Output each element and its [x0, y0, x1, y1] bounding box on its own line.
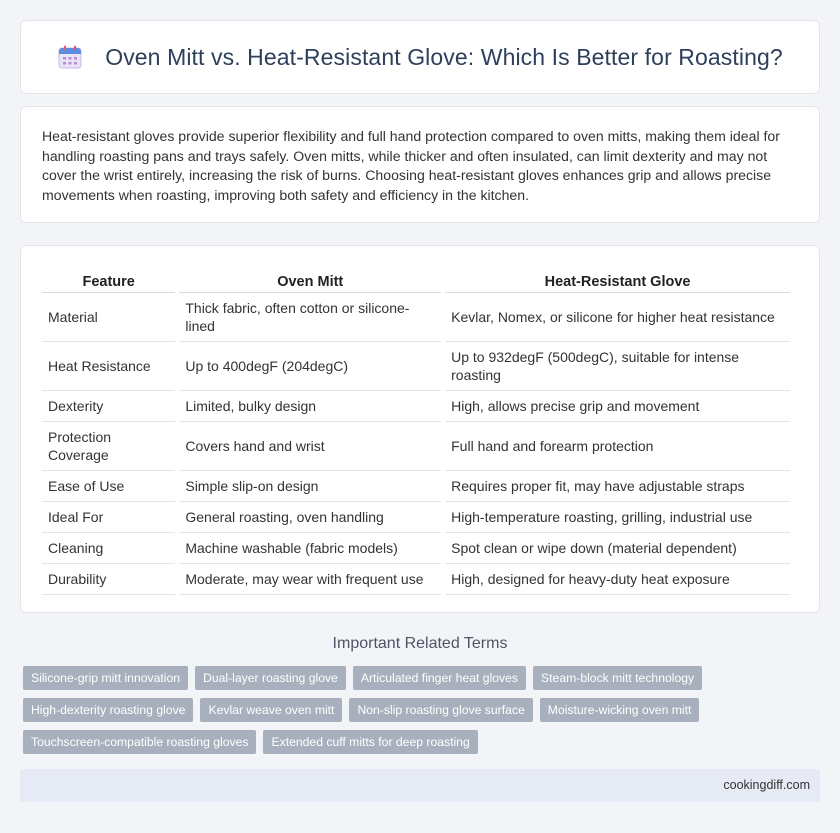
header-feature: Feature [42, 266, 175, 293]
footer [20, 769, 820, 802]
cell-glove: Spot clean or wipe down (material dependent) [445, 533, 790, 564]
table-row [42, 342, 790, 391]
header-heat-resistant-glove: Heat-Resistant Glove [445, 266, 790, 293]
intro-card [20, 106, 820, 223]
header-card [20, 20, 820, 94]
table-row [42, 422, 790, 471]
related-tag[interactable]: Dual-layer roasting glove [195, 666, 346, 690]
cell-glove: High-temperature roasting, grilling, industrial use [445, 502, 790, 533]
related-tag[interactable]: Steam-block mitt technology [533, 666, 702, 690]
table-row [42, 533, 790, 564]
related-tag[interactable]: Kevlar weave oven mitt [200, 698, 342, 722]
cell-glove: High, allows precise grip and movement [445, 391, 790, 422]
cell-feature: Cleaning [42, 533, 175, 564]
cell-feature: Ease of Use [42, 471, 175, 502]
table-row [42, 471, 790, 502]
table-row [42, 293, 790, 342]
table-row [42, 564, 790, 595]
cell-feature: Ideal For [42, 502, 175, 533]
related-tag[interactable]: Moisture-wicking oven mitt [540, 698, 700, 722]
cell-glove: Requires proper fit, may have adjustable straps [445, 471, 790, 502]
cell-glove: Full hand and forearm protection [445, 422, 790, 471]
cell-oven-mitt: General roasting, oven handling [179, 502, 441, 533]
tag-row [23, 698, 823, 722]
header-oven-mitt: Oven Mitt [179, 266, 441, 293]
related-terms-title: Important Related Terms [332, 635, 508, 652]
cell-glove: Kevlar, Nomex, or silicone for higher heat resistance [445, 293, 790, 342]
cell-feature: Material [42, 293, 175, 342]
footer-site-link[interactable]: cookingdiff.com [723, 778, 810, 792]
comparison-card [20, 245, 820, 613]
intro-text: Heat-resistant gloves provide superior flexibility and full hand protection compared to oven mitts, making them ideal for handling roasting pans and trays safely. Oven mitts, while thicker and often insulated, can limit dexterity and may not cover the wrist entirely, increasing the risk of burns. Choosing heat-resistant gloves enhances grip and allows precise movements when roasting, improving both safety and efficiency in the kitchen. [42, 128, 780, 203]
cell-feature: Heat Resistance [42, 342, 175, 391]
tag-row [23, 730, 823, 754]
related-tag[interactable]: Touchscreen-compatible roasting gloves [23, 730, 256, 754]
cell-oven-mitt: Covers hand and wrist [179, 422, 441, 471]
related-tag[interactable]: High-dexterity roasting glove [23, 698, 193, 722]
table-row [42, 502, 790, 533]
cell-feature: Dexterity [42, 391, 175, 422]
page-title: Oven Mitt vs. Heat-Resistant Glove: Which Is Better for Roasting? [105, 43, 783, 70]
tag-row [23, 666, 823, 690]
cell-feature: Protection Coverage [42, 422, 175, 471]
cell-oven-mitt: Limited, bulky design [179, 391, 441, 422]
calendar-icon [57, 44, 83, 70]
cell-oven-mitt: Thick fabric, often cotton or silicone-lined [179, 293, 441, 342]
cell-glove: Up to 932degF (500degC), suitable for intense roasting [445, 342, 790, 391]
cell-glove: High, designed for heavy-duty heat exposure [445, 564, 790, 595]
table-header-row [42, 266, 790, 293]
related-tag[interactable]: Silicone-grip mitt innovation [23, 666, 188, 690]
comparison-table [38, 266, 794, 595]
related-terms-tags [23, 666, 823, 762]
cell-oven-mitt: Simple slip-on design [179, 471, 441, 502]
related-tag[interactable]: Non-slip roasting glove surface [349, 698, 532, 722]
related-tag[interactable]: Articulated finger heat gloves [353, 666, 526, 690]
cell-feature: Durability [42, 564, 175, 595]
cell-oven-mitt: Machine washable (fabric models) [179, 533, 441, 564]
cell-oven-mitt: Moderate, may wear with frequent use [179, 564, 441, 595]
related-tag[interactable]: Extended cuff mitts for deep roasting [263, 730, 477, 754]
cell-oven-mitt: Up to 400degF (204degC) [179, 342, 441, 391]
table-row [42, 391, 790, 422]
